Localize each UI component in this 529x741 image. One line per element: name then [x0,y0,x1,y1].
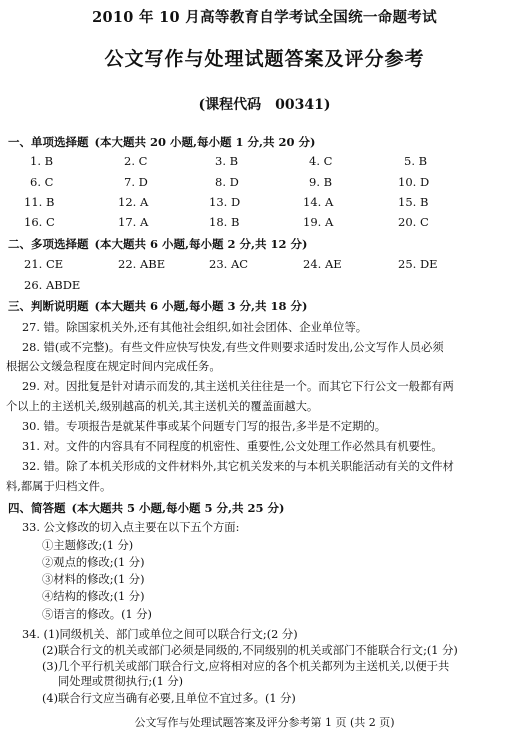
judgment-answer: 28. 错(或不完整)。有些文件应快写快发,有些文件则要求适时发出,公文写作人员必须 [22,341,444,354]
answer-item: 25. DE [398,257,438,271]
answer-item: 15. B [398,195,429,209]
judgment-answer: 32. 错。除了本机关形成的文件材料外,其它机关发来的与本机关职能活动有关的文件材 [22,460,454,473]
answer-item: 19. A [303,215,334,229]
exam-title: 2010 年 10 月高等教育自学考试全国统一命题考试 [92,9,437,26]
judgment-answer: 30. 错。专项报告是就某件事或某个问题专门写的报告,多半是不定期的。 [22,420,387,433]
section-heading-single-choice: 一、单项选择题 (本大题共 20 小题,每小题 1 分,共 20 分) [8,135,316,149]
answer-item: 6. C [30,175,54,189]
short-answer-point: (3)几个平行机关或部门联合行文,应将相对应的各个机关都列为主送机关,以便于共 [42,660,450,673]
judgment-answer: 29. 对。因批复是针对请示而发的,其主送机关往往是一个。而其它下行公文一般都有两 [22,380,454,393]
short-answer-point: (2)联合行文的机关或部门必须是同级的,不同级别的机关或部门不能联合行文;(1 分) [42,644,458,657]
answer-item: 7. D [124,175,148,189]
short-answer-point: ⑤语言的修改。(1 分) [42,608,152,621]
answer-item: 5. B [404,154,428,168]
short-answer-line: 33. 公文修改的切入点主要在以下五个方面: [22,521,240,534]
course-code-value: 00341) [275,97,331,113]
answer-item: 13. D [209,195,241,209]
answer-item: 18. B [209,215,240,229]
answer-item: 4. C [309,154,333,168]
answer-item: 20. C [398,215,429,229]
answer-item: 23. AC [209,257,249,271]
short-answer-point: ②观点的修改;(1 分) [42,556,145,569]
short-answer-point: ①主题修改;(1 分) [42,539,134,552]
judgment-answer-continued: 根据公文缓急程度在规定时间内完成任务。 [6,360,221,373]
document-title: 公文写作与处理试题答案及评分参考 [104,48,425,70]
answer-item: 2. C [124,154,148,168]
answer-item: 22. ABE [118,257,166,271]
answer-item: 14. A [303,195,334,209]
answer-item: 16. C [24,215,55,229]
judgment-answer: 31. 对。文件的内容具有不同程度的机密性、重要性,公文处理工作必然具有机要性。 [22,440,443,453]
short-answer-point: (4)联合行文应当确有必要,且单位不宜过多。(1 分) [42,692,296,705]
answer-item: 9. B [309,175,333,189]
short-answer-continued: 同处理或贯彻执行;(1 分) [58,675,184,688]
answer-item: 11. B [24,195,55,209]
answer-item: 10. D [398,175,430,189]
section-heading-true-false: 三、判断说明题 (本大题共 6 小题,每小题 3 分,共 18 分) [8,299,308,313]
short-answer-point: ④结构的修改;(1 分) [42,590,145,603]
section-heading-multiple-choice: 二、多项选择题 (本大题共 6 小题,每小题 2 分,共 12 分) [8,237,308,251]
answer-item: 17. A [118,215,149,229]
answer-item: 12. A [118,195,149,209]
short-answer-line: 34. (1)同级机关、部门或单位之间可以联合行文;(2 分) [22,628,298,641]
answer-item: 21. CE [24,257,64,271]
answer-item: 24. AE [303,257,342,271]
answer-item: 3. B [215,154,239,168]
page-footer: 公文写作与处理试题答案及评分参考第 1 页 (共 2 页) [134,716,395,729]
judgment-answer-continued: 个以上的主送机关,级别越高的机关,其主送机关的覆盖面越大。 [6,400,319,413]
judgment-answer: 27. 错。除国家机关外,还有其他社会组织,如社会团体、企业单位等。 [22,321,368,334]
judgment-answer-continued: 料,都属于归档文件。 [6,480,112,493]
course-code-label: (课程代码 [198,97,262,113]
course-code [0,94,529,114]
answer-item: 1. B [30,154,54,168]
answer-item: 8. D [215,175,239,189]
answer-item: 26. ABDE [24,278,81,292]
section-heading-short-answer: 四、简答题 (本大题共 5 小题,每小题 5 分,共 25 分) [8,501,285,515]
short-answer-point: ③材料的修改;(1 分) [42,573,145,586]
